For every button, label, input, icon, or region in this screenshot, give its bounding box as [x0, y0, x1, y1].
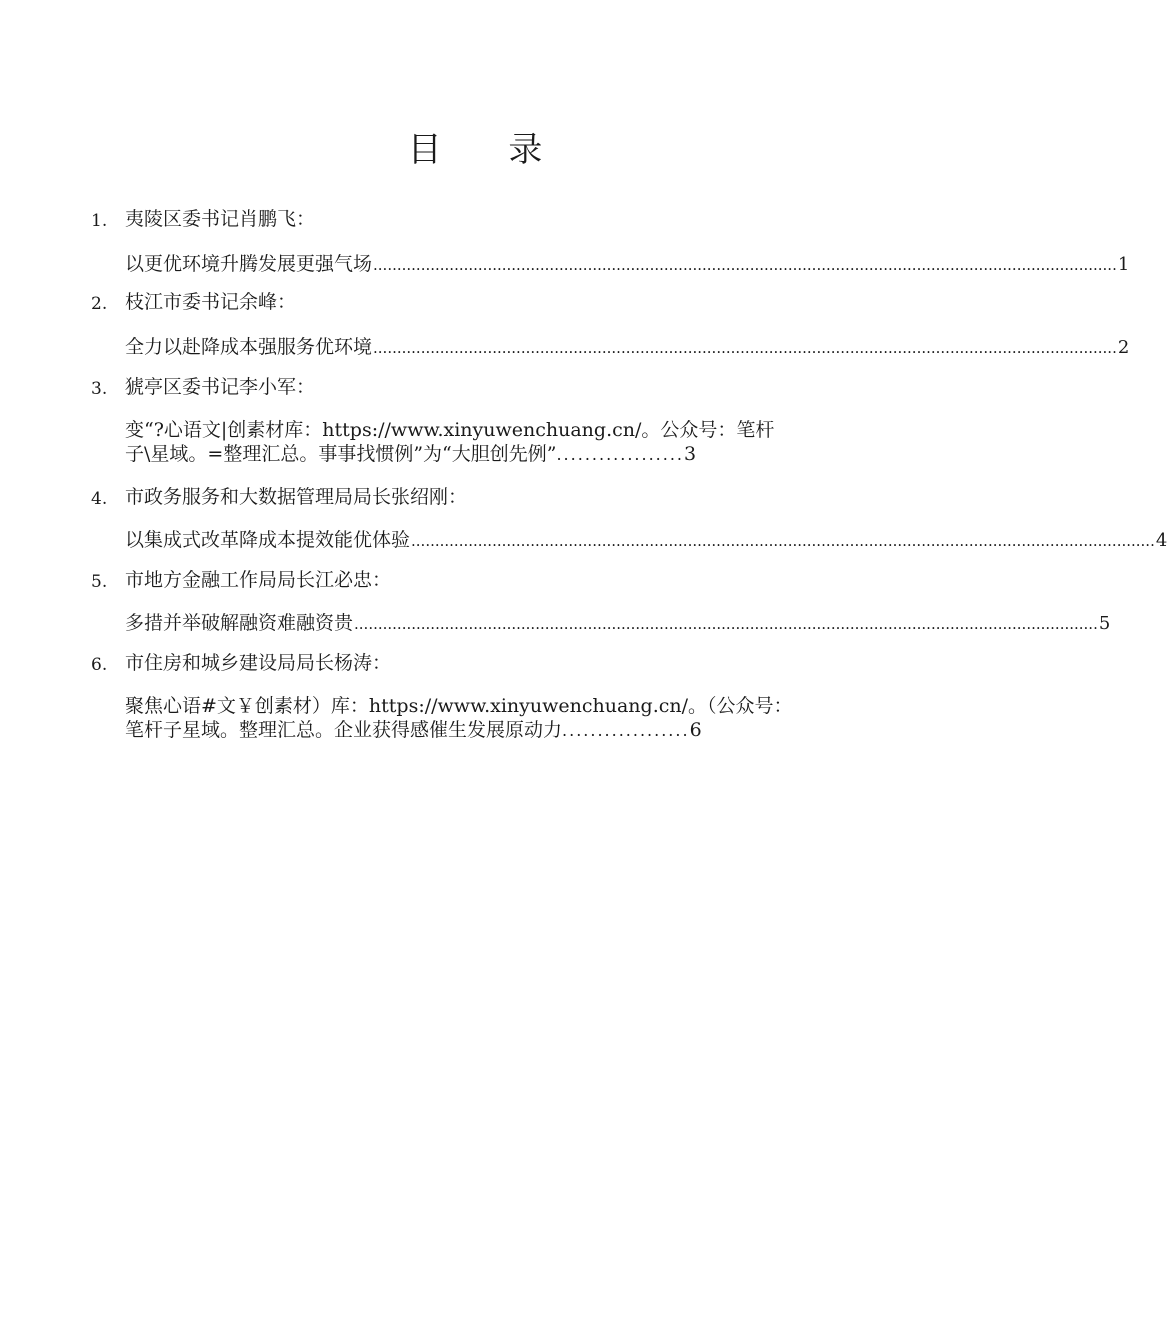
page-number: 4 — [1155, 530, 1167, 551]
entry-title-line — [125, 610, 1111, 636]
entry-heading: 市地方金融工作局局长江必忠： — [125, 569, 392, 591]
dot-leader: ............................................................................................................................................................ — [354, 615, 1098, 633]
page-title: 目 录 — [407, 130, 571, 170]
entry-number: 4. — [91, 489, 108, 509]
entry-title-line — [125, 334, 1130, 360]
entry-number: 5. — [91, 572, 108, 592]
entry-number: 3. — [91, 379, 108, 399]
entry-title: 以更优环境升腾发展更强气场 — [125, 253, 373, 275]
entry-title-line-b-text: 笔杆子星域。整理汇总。企业获得感催生发展原动力 — [125, 719, 563, 741]
entry-number: 6. — [91, 655, 108, 675]
page-number: 5 — [1098, 613, 1111, 634]
dot-leader: ............................................................................................................................................................ — [373, 256, 1117, 274]
entry-heading: 猇亭区委书记李小军： — [125, 376, 316, 398]
dot-leader: .................. — [556, 445, 685, 464]
entry-heading: 枝江市委书记余峰： — [125, 291, 297, 313]
entry-title-line-a: 变“?心语文|创素材库：https://www.xinyuwenchuang.cn/。公众号：笔杆 — [125, 419, 775, 441]
entry-title-line-b-text: 子\星域。=整理汇总。事事找惯例”为“大胆创先例” — [125, 443, 557, 465]
page-number: 2 — [1117, 337, 1130, 358]
entry-heading: 市住房和城乡建设局局长杨涛： — [125, 652, 392, 674]
dot-leader: ............................................................................................................................................................ — [373, 339, 1117, 357]
entry-title: 以集成式改革降成本提效能优体验 — [125, 529, 411, 551]
page-number: 3 — [684, 443, 697, 465]
entry-heading: 夷陵区委书记肖鹏飞： — [125, 208, 316, 230]
entry-title-wrapped — [125, 694, 860, 743]
entry-title-wrapped — [125, 418, 860, 467]
entry-heading: 市政务服务和大数据管理局局长张绍刚： — [125, 486, 468, 508]
page-number: 1 — [1117, 254, 1130, 275]
dot-leader: .................. — [562, 721, 690, 740]
entry-title-line-b — [125, 718, 860, 743]
entry-title-line-a: 聚焦心语#文￥创素材）库：https://www.xinyuwenchuang.cn/。（公众号： — [125, 695, 793, 717]
entry-title-line-b — [125, 442, 860, 467]
page-number: 6 — [689, 719, 702, 741]
entry-title-line — [125, 251, 1130, 277]
dot-leader: ............................................................................................................................................................ — [411, 532, 1155, 550]
entry-title: 全力以赴降成本强服务优环境 — [125, 336, 373, 358]
entry-number: 2. — [91, 294, 108, 314]
entry-number: 1. — [91, 211, 108, 231]
entry-title: 多措并举破解融资难融资贵 — [125, 612, 354, 634]
